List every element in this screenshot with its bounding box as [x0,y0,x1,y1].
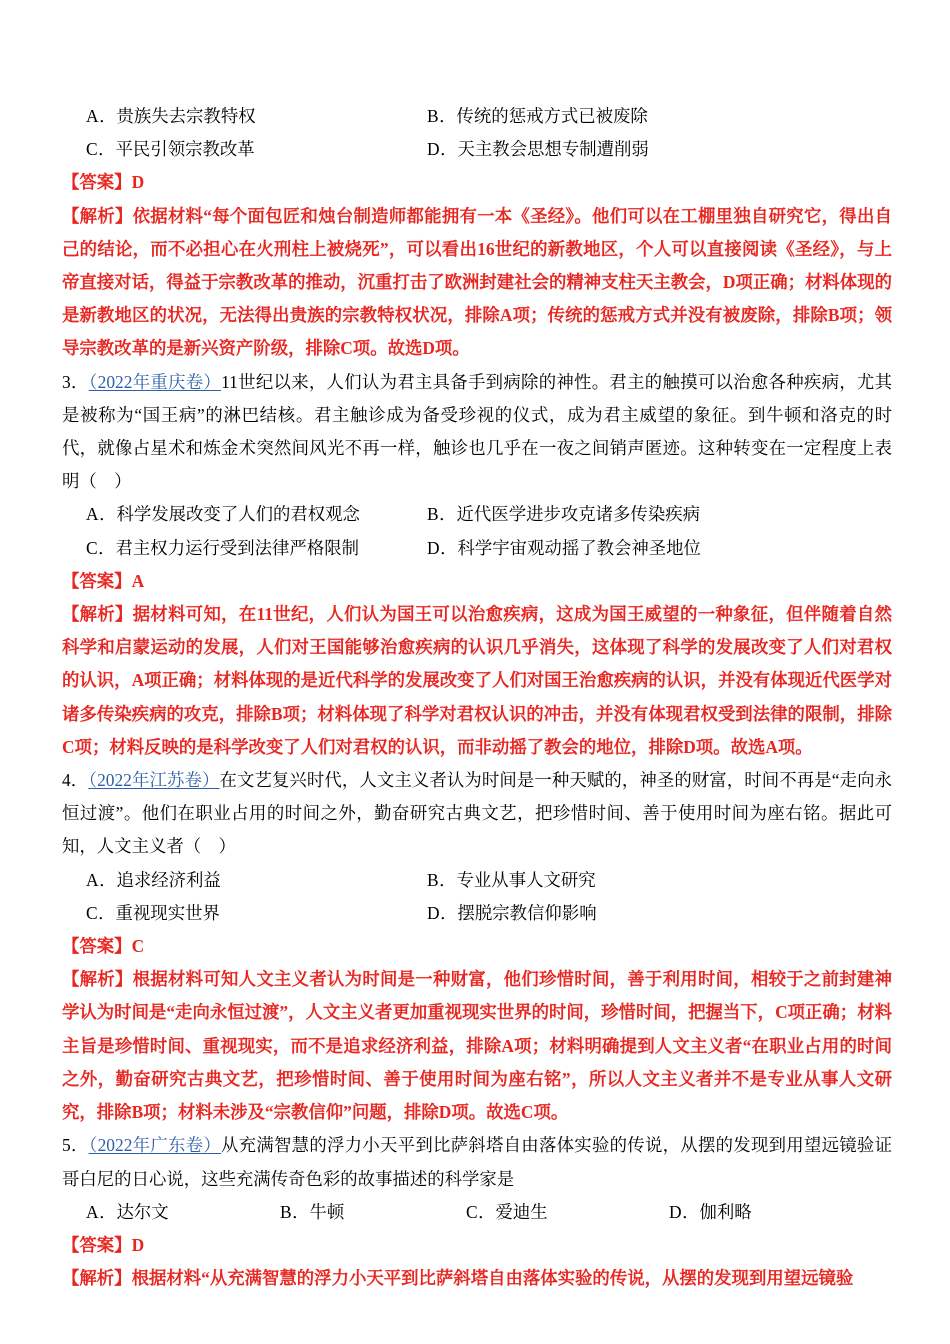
option-c[interactable]: C．爱迪生 [466,1201,548,1222]
question-5-body: 从充满智慧的浮力小天平到比萨斜塔自由落体实验的传说，从摆的发现到用望远镜验证哥白尼的日心说，这些充满传奇色彩的故事描述的科学家是 [62,1135,892,1189]
explanation-text: 据材料可知，在11世纪，人们认为国王可以治愈疾病，这成为国王威望的一种象征，但伴随着自然科学和启蒙运动的发展，人们对王国能够治愈疾病的认识几乎消失，这体现了科学的发展改变了人们对君权的认识，A项正确；材料体现的是近代科学的发展改变了人们对国王治愈疾病的认识，并没有体现近代医学对诸多传染疾病的攻克，排除B项；材料体现了科学对君权认识的冲击，并没有体现君权受到法律的限制，排除C项；材料反映的是科学改变了人们对君权的认识，而非动摇了教会的地位，排除D项。故选A项。 [62,604,892,757]
option-row-ab [62,498,892,531]
question-4-options [62,864,892,930]
option-a[interactable]: A．贵族失去宗教特权 [86,106,256,126]
question-5-number: 5． [62,1135,89,1156]
option-b-letter: B [427,869,440,890]
question-4-stem [62,764,892,864]
option-d-text: 科学宇宙观动摇了教会神圣地位 [457,537,701,558]
option-d[interactable]: D．科学宇宙观动摇了教会神圣地位 [427,537,701,558]
option-d[interactable]: D．伽利略 [669,1201,752,1222]
option-row-cd [62,133,892,166]
option-a-text: 追求经济利益 [116,869,221,890]
explanation-text: 根据材料可知人文主义者认为时间是一种财富，他们珍惜时间，善于利用时间，相较于之前封建神学认为时间是“走向永恒过渡”，人文主义者更加重视现实世界的时间，珍惜时间，把握当下，C项正确；材料主旨是珍惜时间、重视现实，而不是追求经济利益，排除A项；材料明确提到人文主义者“在职业占用的时间之外，勤奋研究古典文艺，把珍惜时间、善于使用时间为座右铭”，所以人文主义者并不是专业从事人文研究，排除B项；材料未涉及“宗教信仰”问题，排除D项。故选C项。 [62,969,892,1123]
option-d[interactable]: D．摆脱宗教信仰影响 [427,902,597,923]
option-b[interactable]: B．近代医学进步攻克诸多传染疾病 [427,504,700,525]
explanation-label: 【解析】 [62,205,133,226]
answer-value: C [131,936,145,957]
option-a-letter: A [86,1201,100,1222]
option-b[interactable]: B．牛顿 [280,1201,345,1222]
option-c[interactable]: C．平民引领宗教改革 [86,139,255,160]
question-4-body: 在文艺复兴时代，人文主义者认为时间是一种天赋的，神圣的财富，时间不再是“走向永恒过渡”。他们在职业占用的时间之外，勤奋研究古典文艺，把珍惜时间、善于使用时间为座右铭。据此可知，人文主义者（ ） [62,770,892,857]
question-3-answer [62,565,892,598]
option-a[interactable]: A．达尔文 [86,1201,169,1222]
question-4-source: （2022年江苏卷） [88,770,220,791]
option-b-text: 近代医学进步攻克诸多传染疾病 [456,504,700,525]
question-5-stem [62,1129,892,1195]
option-b[interactable]: B．传统的惩戒方式已被废除 [427,106,648,126]
option-b-text: 传统的惩戒方式已被废除 [456,106,648,126]
question-4-number: 4． [62,770,89,791]
answer-value: D [131,172,145,193]
option-row-ab [62,100,892,133]
answer-value: A [131,570,145,591]
answer-label: 【答案】 [62,936,132,957]
option-c[interactable]: C．重视现实世界 [86,902,220,923]
answer-value: D [131,1234,145,1255]
explanation-text: 依据材料“每个面包匠和烛台制造师都能拥有一本《圣经》。他们可以在工棚里独自研究它，得出自己的结论，而不必担心在火刑柱上被烧死”，可以看出16世纪的新教地区，个人可以直接阅读《圣经》，与上帝直接对话，得益于宗教改革的推动，沉重打击了欧洲封建社会的精神支柱天主教会，D项正确；材料体现的是新教地区的状况，无法得出贵族的宗教特权状况，排除A项；传统的惩戒方式并没有被废除，排除B项；领导宗教改革的是新兴资产阶级，排除C项。故选D项。 [62,205,892,359]
option-d-text: 摆脱宗教信仰影响 [457,902,597,923]
option-d-letter: D [669,1201,683,1222]
question-3-stem [62,366,892,499]
option-a-text: 科学发展改变了人们的君权观念 [116,504,360,525]
option-c-text: 君主权力运行受到法律严格限制 [115,537,359,558]
explanation-label: 【解析】 [62,969,133,990]
option-a-text: 达尔文 [116,1201,169,1222]
question-4-explanation [62,963,892,1129]
option-b[interactable]: B．专业从事人文研究 [427,869,596,890]
question-3-source: （2022年重庆卷） [88,371,222,392]
question-5-options [62,1196,892,1229]
question-5-source: （2022年广东卷） [88,1135,221,1156]
question-5-answer [62,1229,892,1262]
option-c-text: 爱迪生 [495,1201,548,1222]
question-3-body: 11世纪以来，人们认为君主具备手到病除的神性。君主的触摸可以治愈各种疾病，尤其是被称为“国王病”的淋巴结核。君主触诊成为备受珍视的仪式，成为君主威望的象征。到牛顿和洛克的时代，就像占星术和炼金术突然间风光不再一样，触诊也几乎在一夜之间销声匿迹。这种转变在一定程度上表明（ ） [62,371,892,492]
question-2-options [62,100,892,166]
answer-label: 【答案】 [62,570,132,591]
question-3-options [62,498,892,564]
option-d-text: 天主教会思想专制遭削弱 [457,139,649,160]
option-b-text: 专业从事人文研究 [456,869,596,890]
option-a-letter: A [86,106,100,126]
answer-label: 【答案】 [62,1234,132,1255]
option-a[interactable]: A．追求经济利益 [86,869,221,890]
option-a-letter: A [86,869,100,890]
option-d-letter: D [427,902,441,923]
option-b-letter: B [280,1201,293,1222]
option-a-text: 贵族失去宗教特权 [116,106,256,126]
option-b-text: 牛顿 [309,1201,345,1222]
option-row-cd [62,897,892,930]
option-b-letter: B [427,106,440,126]
option-row-ab [62,864,892,897]
option-d-letter: D [427,139,441,160]
option-d-text: 伽利略 [699,1201,752,1222]
question-2-explanation [62,200,892,366]
question-3-explanation [62,598,892,764]
explanation-label: 【解析】 [62,604,133,625]
option-b-letter: B [427,504,440,525]
question-5-explanation [62,1262,892,1295]
option-a[interactable]: A．科学发展改变了人们的君权观念 [86,504,360,525]
option-a-letter: A [86,504,100,525]
option-d-letter: D [427,537,441,558]
question-2-answer [62,166,892,199]
explanation-label: 【解析】 [62,1268,132,1289]
answer-label: 【答案】 [62,172,132,193]
option-c-letter: C [86,537,99,558]
option-c-letter: C [86,139,99,160]
option-c-letter: C [86,902,99,923]
option-c-text: 重视现实世界 [115,902,220,923]
page-content [62,100,892,1295]
option-row-cd [62,532,892,565]
option-c-letter: C [466,1201,479,1222]
option-c[interactable]: C．君主权力运行受到法律严格限制 [86,537,359,558]
option-d[interactable]: D．天主教会思想专制遭削弱 [427,139,649,160]
option-c-text: 平民引领宗教改革 [115,139,255,160]
explanation-text: 根据材料“从充满智慧的浮力小天平到比萨斜塔自由落体实验的传说，从摆的发现到用望远镜验 [131,1268,854,1289]
question-3-number: 3． [62,371,89,392]
question-4-answer [62,930,892,963]
